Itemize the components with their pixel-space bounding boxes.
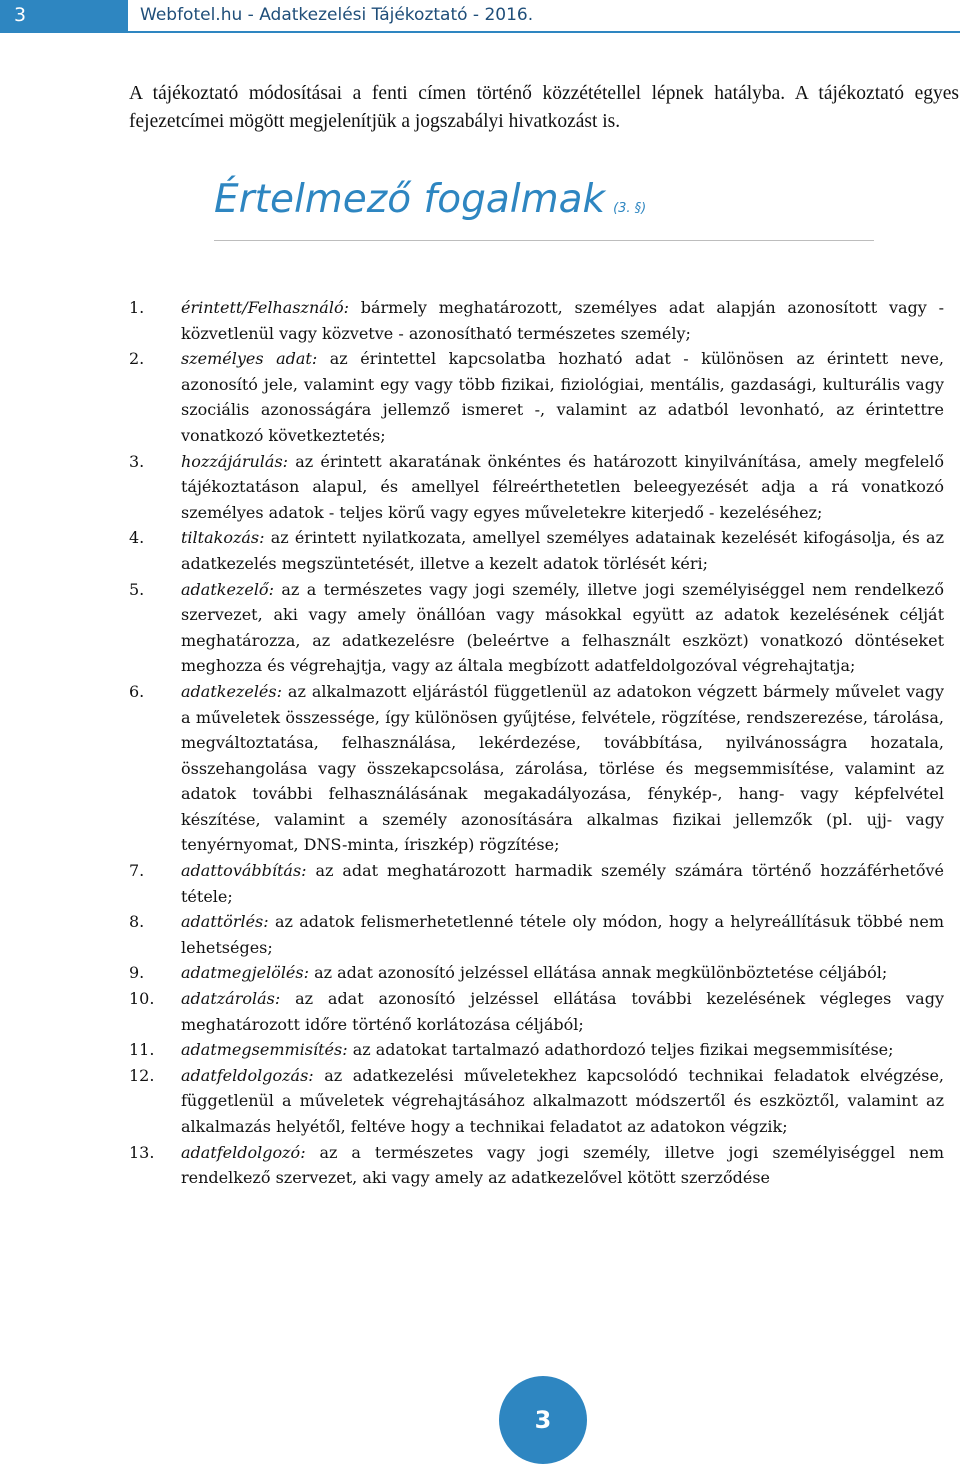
definition-text: az adat azonosító jelzéssel ellátása további kezelésének végleges vagy meghatározott időre történő korlátozása céljából;: [181, 989, 944, 1034]
definition-item: [129, 449, 944, 526]
definition-term: érintett/Felhasználó:: [181, 298, 349, 317]
definition-item: [129, 679, 944, 858]
definition-term: hozzájárulás:: [181, 451, 289, 471]
definition-text: az adat meghatározott harmadik személy számára történő hozzáférhetővé tétele;: [181, 861, 944, 906]
page-header: [0, 0, 960, 34]
definition-number: 5.: [129, 579, 145, 599]
definition-number: 1.: [129, 298, 145, 317]
definition-term: tiltakozás:: [181, 528, 265, 548]
header-title: Webfotel.hu - Adatkezelési Tájékoztató - 2016.: [140, 5, 534, 25]
definition-number: 11.: [129, 1040, 155, 1060]
section-reference: (3. §): [613, 201, 647, 216]
definition-item: [129, 986, 944, 1037]
definition-item: [129, 1037, 944, 1063]
definition-item: [129, 1063, 944, 1140]
heading-divider: [214, 240, 874, 241]
definition-number: 13.: [129, 1142, 155, 1162]
header-divider: [0, 31, 960, 33]
definition-item: [129, 1140, 944, 1191]
definition-item: [129, 346, 944, 448]
section-heading: [214, 172, 646, 237]
definition-term: adatfeldolgozás:: [181, 1065, 314, 1085]
definition-number: 4.: [129, 528, 145, 548]
definition-item: [129, 909, 944, 960]
definition-text: az alkalmazott eljárástól függetlenül az adatokon végzett bármely művelet vagy a műveletek összessége, így különösen gyűjtése, felvétele, rögzítése, rendszerezése, tárolása, megváltoztatása, felhasználása, lekérdezése, továbbítása, nyilvánosságra hozatala, összehangolása vagy összekapcsolása, zárolása, törlése és megsemmisítése, valamint az adatok további felhasználásának megakadályozása, fénykép-, hang- vagy képfelvétel készítése, valamint a személy azonosítására alkalmas fizikai jellemzők (pl. ujj- vagy tenyérnyomat, DNS-minta, íriszkép) rögzítése;: [181, 681, 944, 855]
definition-item: [129, 525, 944, 576]
definition-text: az adatok felismerhetetlenné tétele oly módon, hogy a helyreállításuk többé nem lehetséges;: [181, 912, 944, 957]
definition-item: [129, 577, 944, 679]
intro-paragraph: A tájékoztató módosításai a fenti címen történő közzététellel lépnek hatályba. A tájékoztató egyes fejezetcímei mögött megjelenítjük a jogszabályi hivatkozást is.: [129, 83, 959, 132]
definition-text: az érintett nyilatkozata, amellyel személyes adatainak kezelését kifogásolja, és az adatkezelés megszüntetését, illetve a kezelt adatok törlését kéri;: [181, 528, 944, 573]
definition-text: az adat azonosító jelzéssel ellátása annak megkülönböztetése céljából;: [309, 963, 888, 983]
definition-text: az adatkezelési műveletekhez kapcsolódó technikai feladatok elvégzése, függetlenül a műveletek végrehajtásához alkalmazott módszertől és eszköztől, valamint az alkalmazás helyétől, feltéve hogy a technikai feladatot az adatokon végzik;: [181, 1065, 944, 1136]
definition-text: az a természetes vagy jogi személy, illetve jogi személyiséggel nem rendelkező szervezet, aki vagy amely az adatkezelővel kötött szerződése: [181, 1142, 944, 1188]
definition-number: 8.: [129, 912, 145, 932]
definition-term: adatkezelés:: [181, 681, 282, 701]
definition-text: az adatokat tartalmazó adathordozó teljes fizikai megsemmisítése;: [347, 1040, 894, 1060]
page-number-badge: 3: [499, 1376, 587, 1464]
definition-term: adattörlés:: [181, 912, 269, 932]
definition-number: 3.: [129, 451, 145, 471]
definition-term: adattovábbítás:: [181, 861, 307, 881]
definition-text: az érintettel kapcsolatba hozható adat - különösen az érintett neve, azonosító jele, valamint egy vagy több fizikai, fiziológiai, mentális, gazdasági, kulturális vagy szociális azonosságára jellemző ismeret -, valamint az adatból levonható, az érintettre vonatkozó következtetés;: [181, 349, 945, 445]
definition-term: adatzárolás:: [181, 989, 281, 1009]
section-title: Értelmező fogalmak: [214, 177, 606, 222]
definition-term: személyes adat:: [181, 349, 318, 369]
definition-text: bármely meghatározott, személyes adat alapján azonosított vagy - közvetlenül vagy közvetve - azonosítható természetes személy;: [181, 298, 944, 343]
definition-text: az érintett akaratának önkéntes és határozott kinyilvánítása, amely megfelelő tájékoztatáson alapul, és amellyel félreérthetetlen beleegyezését adja a rá vonatkozó személyes adatok - teljes körű vagy egyes műveletekre kiterjedő - kezeléséhez;: [181, 451, 944, 522]
definition-item: [129, 858, 944, 909]
definition-number: 6.: [129, 681, 145, 701]
definition-list: [129, 295, 944, 1191]
definition-number: 12.: [129, 1065, 155, 1085]
definition-term: adatmegjelölés:: [181, 963, 309, 983]
definition-number: 7.: [129, 861, 145, 881]
definition-item: [129, 295, 944, 346]
definition-text: az a természetes vagy jogi személy, illetve jogi személyiséggel nem rendelkező szervezet, aki vagy amely önállóan vagy másokkal együtt az adatok kezelésének célját meghatározza, az adatkezelésre (beleértve a felhasznált eszközt) vonatkozó döntéseket meghozza és végrehajtja, vagy az általa megbízott adatfeldolgozóval végrehajtatja;: [181, 579, 944, 676]
definition-number: 9.: [129, 963, 145, 983]
definition-number: 10.: [129, 989, 155, 1009]
definition-term: adatfeldolgozó:: [181, 1142, 306, 1162]
definition-number: 2.: [129, 349, 145, 369]
definition-item: [129, 960, 944, 986]
definition-term: adatmegsemmisítés:: [181, 1040, 348, 1060]
definition-term: adatkezelő:: [181, 579, 274, 599]
header-page-number: 3: [0, 0, 128, 31]
